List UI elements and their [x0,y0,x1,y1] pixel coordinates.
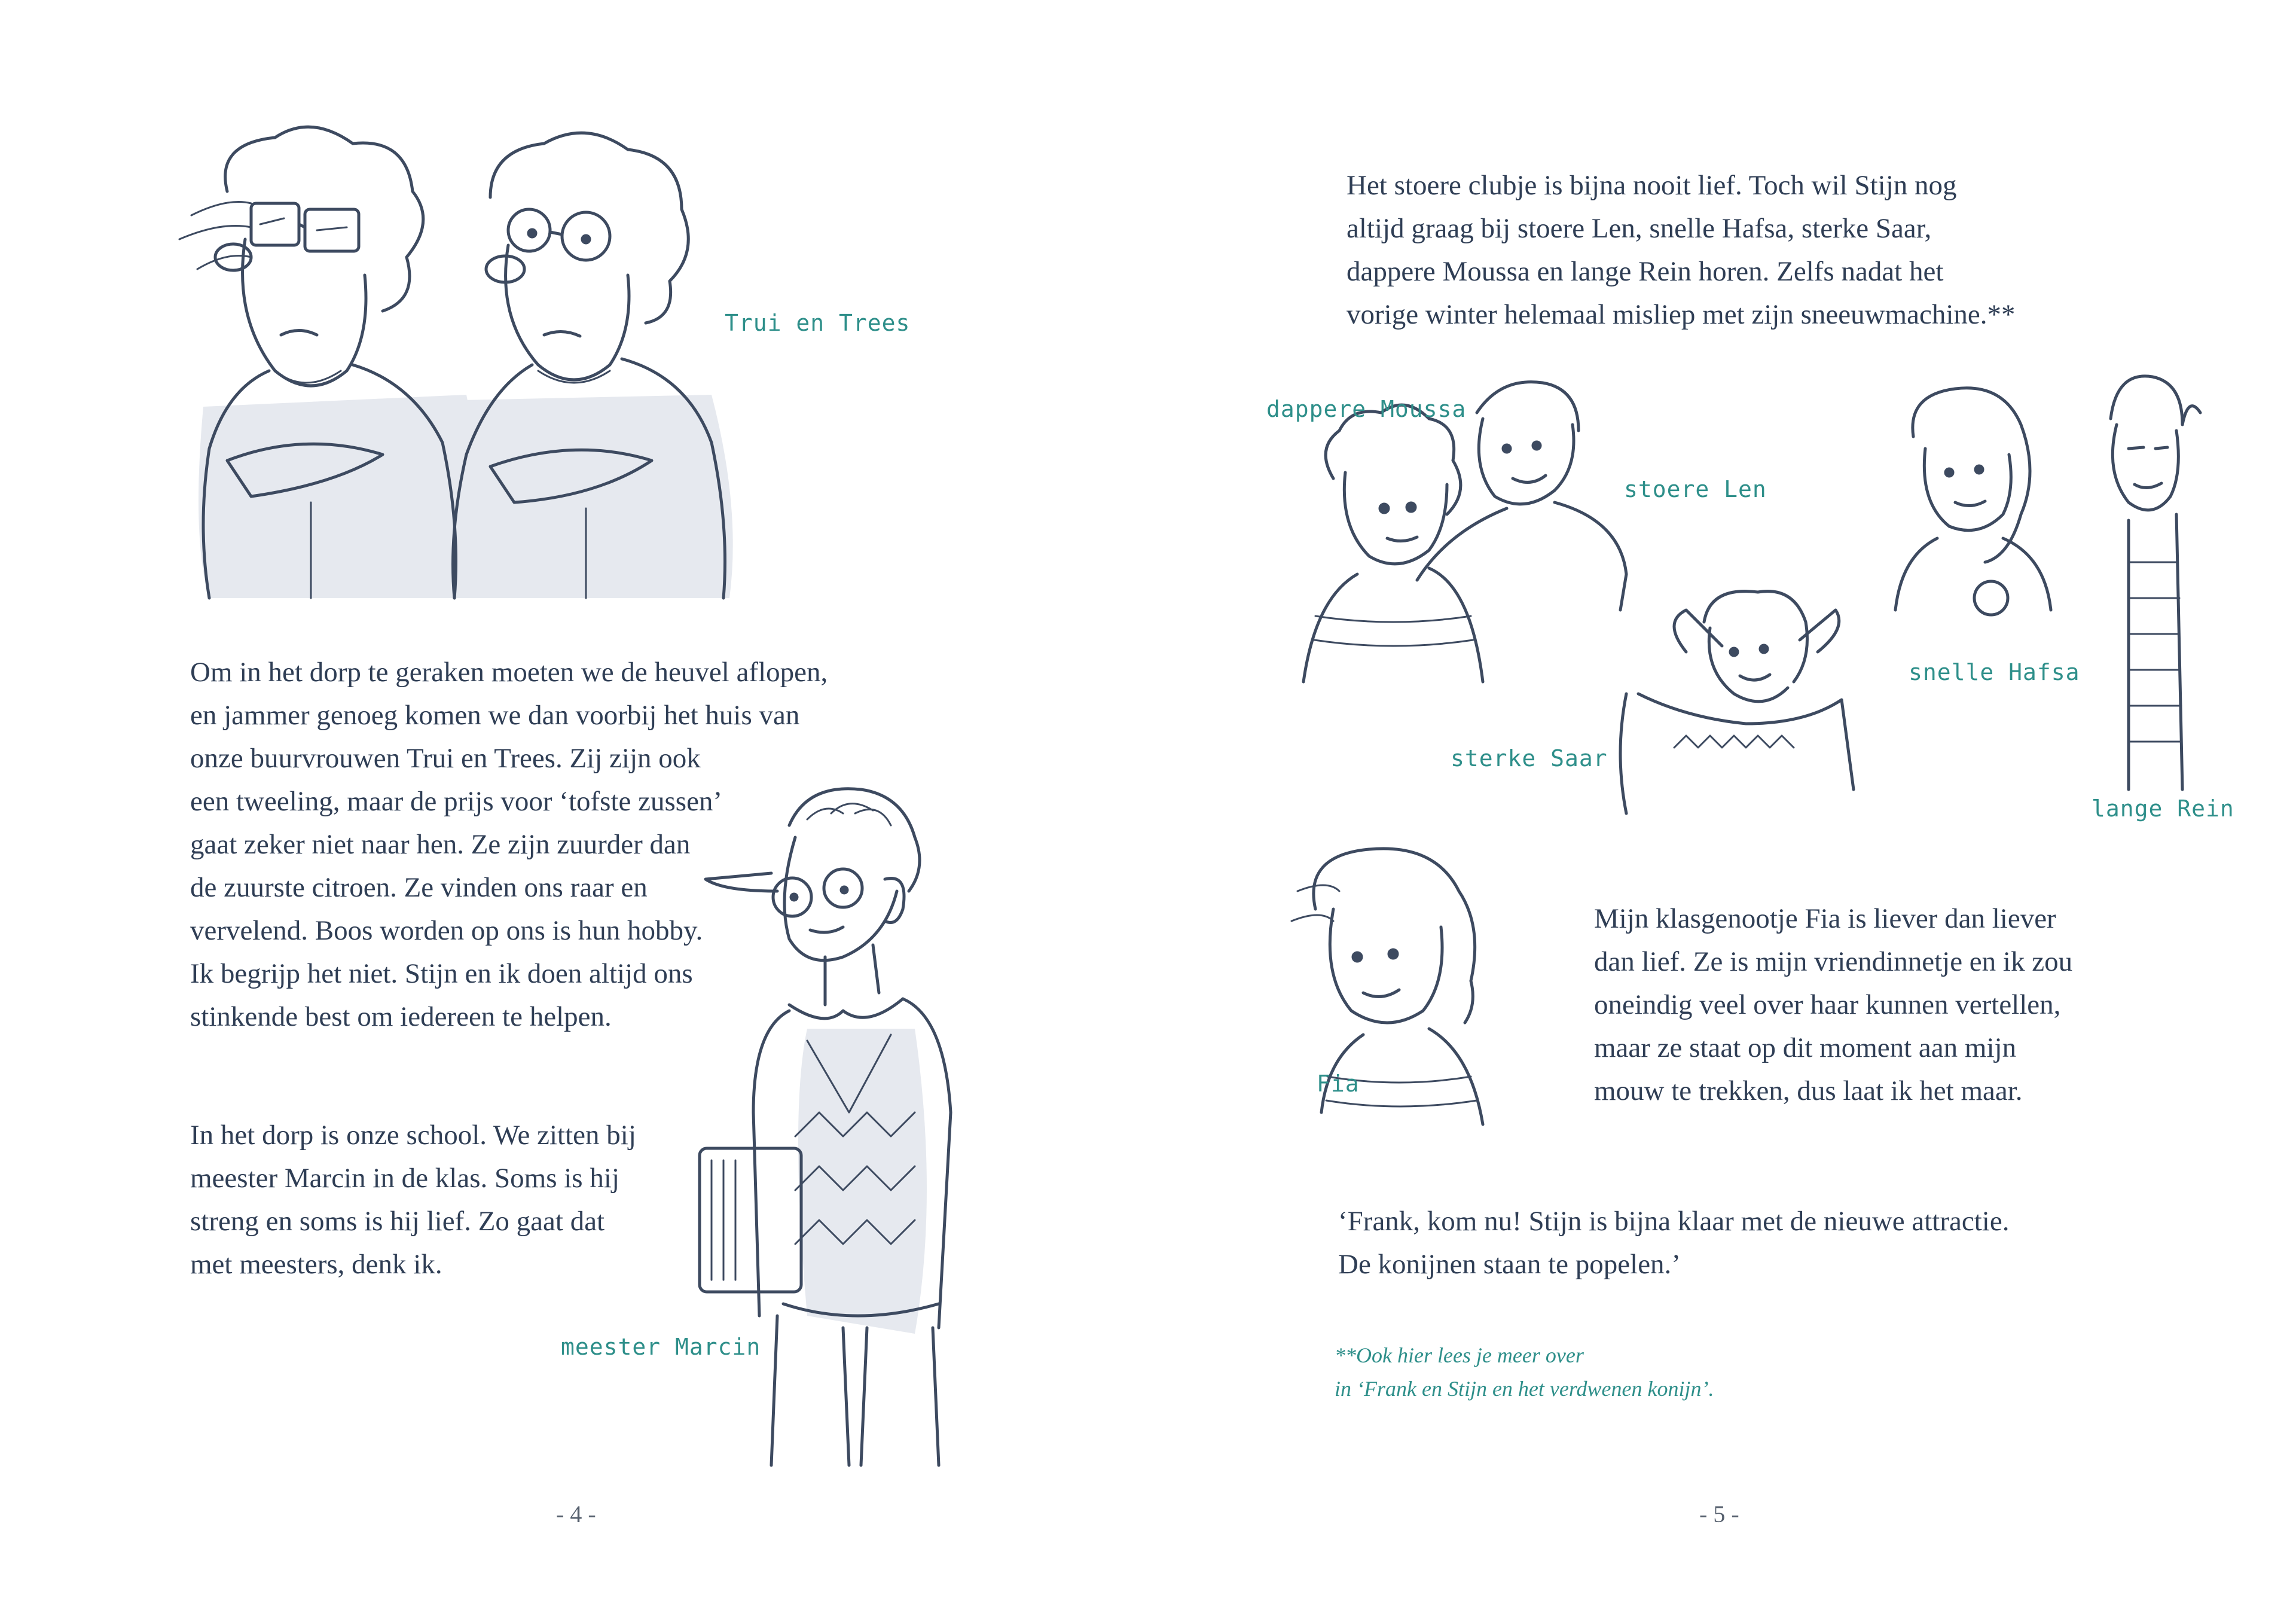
footnote-line: in ‘Frank en Stijn en het verdwenen konijn’. [1335,1377,1714,1401]
right-paragraph-2 [1594,897,2072,1112]
text-line: maar ze staat op dit moment aan mijn [1594,1032,2017,1063]
caption-dappere-moussa: dappere Moussa [1266,396,1467,422]
text-line: gaat zeker niet naar hen. Ze zijn zuurder dan [190,829,691,860]
text-line: de zuurste citroen. Ze vinden ons raar en [190,872,648,903]
text-line: Mijn klasgenootje Fia is liever dan liever [1594,903,2056,934]
trui-en-trees-illustration [155,120,753,610]
text-line: stinkende best om iedereen te helpen. [190,1001,612,1032]
caption-sterke-saar: sterke Saar [1451,745,1608,772]
text-line: In het dorp is onze school. We zitten bij [190,1120,636,1151]
text-line: vorige winter helemaal misliep met zijn sneeuwmachine.** [1347,299,2016,330]
text-line: De konijnen staan te popelen.’ [1338,1249,1681,1280]
text-line: met meesters, denk ik. [190,1249,442,1280]
caption-fia: Fia [1317,1071,1360,1097]
text-line: vervelend. Boos worden op ons is hun hobby. [190,915,703,946]
caption-snelle-hafsa: snelle Hafsa [1909,659,2080,685]
text-line: meester Marcin in de klas. Soms is hij [190,1163,619,1194]
fia-illustration [1292,837,1507,1160]
caption-lange-rein: lange Rein [2092,795,2234,822]
caption-trui-en-trees: Trui en Trees [725,310,911,336]
text-line: oneindig veel over haar kunnen vertellen, [1594,989,2061,1020]
footnote-line: **Ook hier lees je meer over [1335,1343,1584,1367]
page-number-left: - 4 - [556,1501,596,1528]
text-line: mouw te trekken, dus laat ik het maar. [1594,1075,2023,1106]
right-paragraph-3 [1338,1200,2009,1286]
text-line: altijd graag bij stoere Len, snelle Hafsa, sterke Saar, [1347,213,1932,244]
text-line: Het stoere clubje is bijna nooit lief. Toch wil Stijn nog [1347,170,1957,201]
page-number-right: - 5 - [1699,1501,1739,1528]
text-line: ‘Frank, kom nu! Stijn is bijna klaar met de nieuwe attractie. [1338,1206,2010,1237]
caption-meester-marcin: meester Marcin [561,1334,761,1360]
caption-stoere-len: stoere Len [1624,476,1767,502]
footnote [1335,1339,1714,1405]
meester-marcin-illustration [688,778,1058,1471]
text-line: streng en soms is hij lief. Zo gaat dat [190,1206,605,1237]
stoere-clubje-illustration [1268,359,2224,873]
text-line: en jammer genoeg komen we dan voorbij het huis van [190,700,800,731]
text-line: een tweeling, maar de prijs voor ‘tofste zussen’ [190,786,723,817]
text-line: onze buurvrouwen Trui en Trees. Zij zijn ook [190,743,701,774]
right-page [1148,0,2296,1622]
left-paragraph-2 [190,1114,636,1286]
right-paragraph-1 [1347,164,2016,336]
text-line: Om in het dorp te geraken moeten we de heuvel aflopen, [190,657,828,688]
text-line: Ik begrijp het niet. Stijn en ik doen altijd ons [190,958,693,989]
text-line: dan lief. Ze is mijn vriendinnetje en ik zou [1594,946,2073,977]
text-line: dappere Moussa en lange Rein horen. Zelfs nadat het [1347,256,1944,287]
